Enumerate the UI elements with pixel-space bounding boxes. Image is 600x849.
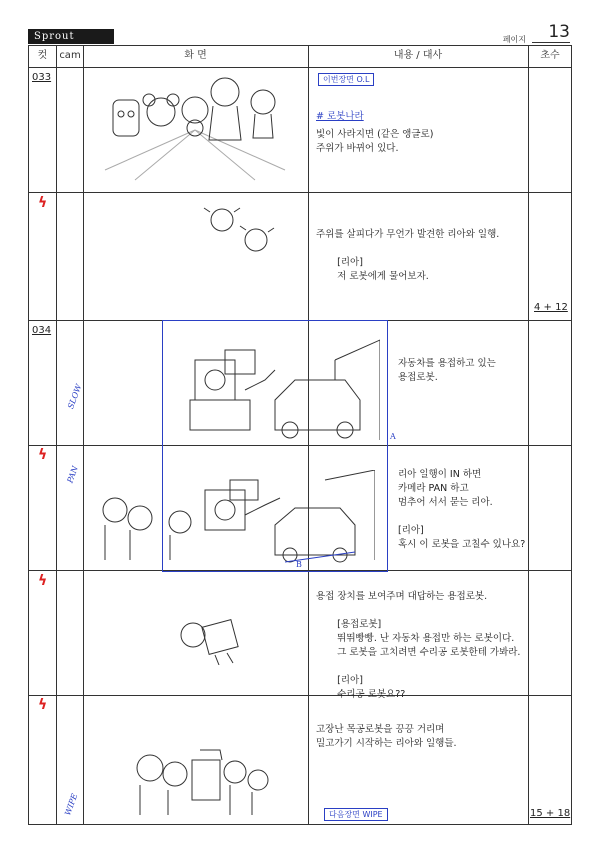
col-header-screen: 화 면 [184, 50, 207, 61]
col-header-content: 내용 / 대사 [393, 50, 443, 61]
col-header-cam: cam [59, 50, 81, 61]
direction-text: 자동차를 용접하고 있는 용접로봇. [398, 358, 496, 383]
header-divider [28, 67, 572, 68]
page-label: 페이지 [502, 35, 526, 44]
col-divider [528, 45, 529, 825]
row-divider [28, 445, 572, 446]
sketch-pushing-robot [130, 730, 275, 820]
cam-note: PAN [65, 464, 80, 485]
seconds-count: 4 + 12 [534, 302, 568, 313]
camera-frame [162, 320, 388, 321]
camera-frame [162, 571, 388, 572]
col-divider [83, 45, 84, 825]
cut-number: 033 [32, 72, 52, 83]
direction-text: 고장난 목공로봇을 끙끙 거리며 밀고가기 시작하는 리아와 일행들. [316, 724, 457, 749]
red-mark: ϟ [38, 573, 48, 589]
frame-mark: B [296, 560, 302, 569]
sketch-two-heads [200, 200, 280, 260]
red-mark: ϟ [38, 697, 48, 713]
scene-tag: # 로봇나라 [316, 111, 364, 122]
sketch-robot-closeup [175, 605, 245, 665]
sprout-logo: Sprout [28, 29, 114, 44]
col-header-cut: 컷 [37, 50, 48, 61]
sketch-welding-robot-car [185, 330, 380, 440]
cam-note: SLOW [66, 382, 84, 411]
transition-stamp: 이번장면 O.L [318, 73, 374, 86]
direction-text: 빛이 사라지면 (같은 앵글로) 주위가 바뀌어 있다. [316, 129, 434, 154]
dialogue-text: 리아 일행이 IN 하면 카메라 PAN 하고 멈추어 서서 묻는 리아. [리아] 혹시 이 로봇을 고칠수 있나요? [398, 469, 526, 550]
col-header-seconds: 초수 [540, 50, 560, 61]
transition-stamp: 다음장면 WIPE [324, 808, 388, 821]
camera-frame [387, 320, 388, 572]
dialogue-text: 주위를 살피다가 무언가 발견한 리아와 일행. [리아] 저 로봇에게 물어보자. [316, 229, 500, 282]
sketch-pan-scene [95, 470, 375, 565]
page-number: 13 [532, 22, 570, 43]
cam-note: WIPE [63, 792, 80, 817]
cut-number: 034 [32, 325, 52, 336]
row-divider [28, 192, 572, 193]
dialogue-text: 용접 장치를 보여주며 대답하는 용접로봇. [용접로봇] 뛰뛰빵빵. 난 자동차 용접만 하는 로봇이다. 그 로봇을 고치려면 수리공 로봇한테 가봐라. [리아] 수리공 로봇요?? [316, 591, 521, 700]
frame-mark: A [390, 432, 396, 441]
col-divider [56, 45, 57, 825]
seconds-count: 15 + 18 [530, 808, 571, 819]
sketch-robots-group [95, 70, 295, 188]
red-mark: ϟ [38, 447, 48, 463]
red-mark: ϟ [38, 195, 48, 211]
